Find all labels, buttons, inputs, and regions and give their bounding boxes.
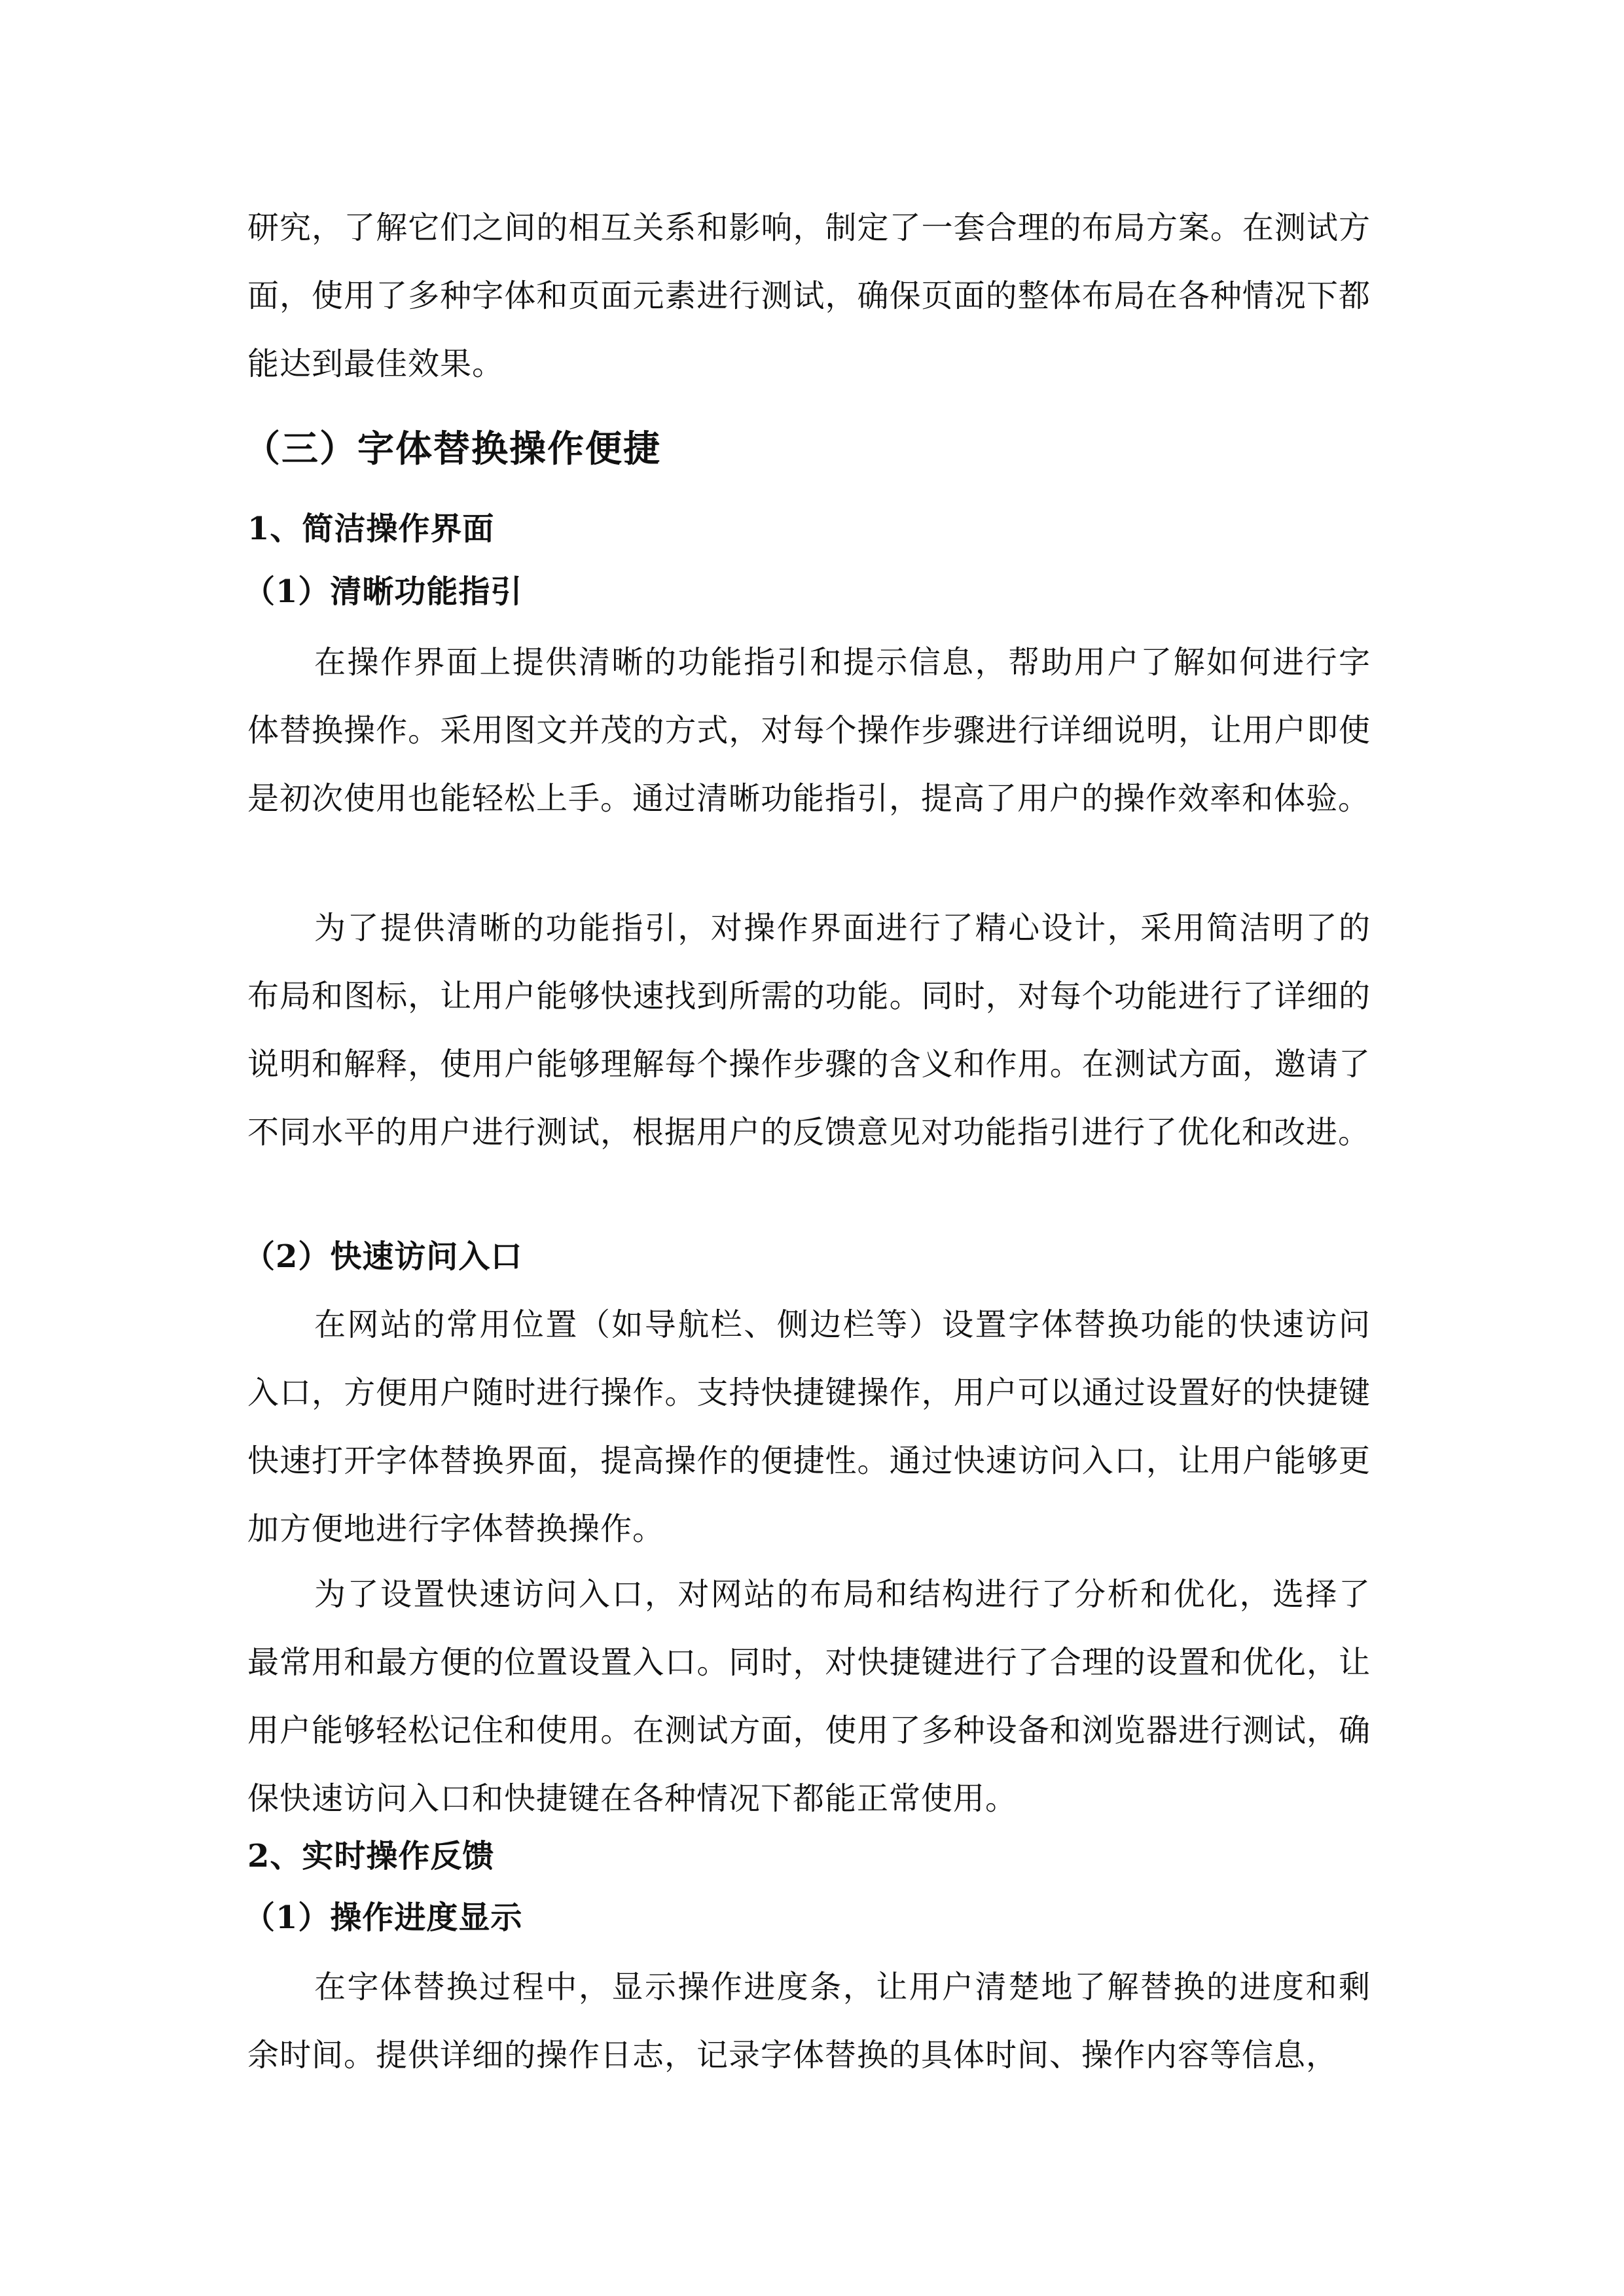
section-heading: （三）字体替换操作便捷 — [244, 427, 661, 471]
sub-subsection-heading: （2）快速访问入口 — [244, 1238, 523, 1275]
body-paragraph: 研究，了解它们之间的相互关系和影响，制定了一套合理的布局方案。在测试方面，使用了多种字体和页面元素进行测试，确保页面的整体布局在各种情况下都能达到最佳效果。 — [247, 209, 1371, 382]
body-paragraph: 为了提供清晰的功能指引，对操作界面进行了精心设计，采用简洁明了的布局和图标，让用户能够快速找到所需的功能。同时，对每个功能进行了详细的说明和解释，使用户能够理解每个操作步骤的含义和作用。在测试方面，邀请了不同水平的用户进行测试，根据用户的反馈意见对功能指引进行了优化和改进。 — [247, 910, 1371, 1151]
body-paragraph: 在字体替换过程中，显示操作进度条，让用户清楚地了解替换的进度和剩余时间。提供详细的操作日志，记录字体替换的具体时间、操作内容等信息， — [247, 1969, 1371, 2073]
body-paragraph: 为了设置快速访问入口，对网站的布局和结构进行了分析和优化，选择了最常用和最方便的位置设置入口。同时，对快捷键进行了合理的设置和优化，让用户能够轻松记住和使用。在测试方面，使用了多种设备和浏览器进行测试，确保快速访问入口和快捷键在各种情况下都能正常使用。 — [247, 1576, 1371, 1817]
subsection-heading: 2、实时操作反馈 — [247, 1838, 495, 1874]
body-paragraph: 在操作界面上提供清晰的功能指引和提示信息，帮助用户了解如何进行字体替换操作。采用图文并茂的方式，对每个操作步骤进行详细说明，让用户即使是初次使用也能轻松上手。通过清晰功能指引，提高了用户的操作效率和体验。 — [247, 644, 1371, 817]
sub-subsection-heading: （1）操作进度显示 — [244, 1899, 523, 1936]
body-paragraph: 在网站的常用位置（如导航栏、侧边栏等）设置字体替换功能的快速访问入口，方便用户随时进行操作。支持快捷键操作，用户可以通过设置好的快捷键快速打开字体替换界面，提高操作的便捷性。通过快速访问入口，让用户能够更加方便地进行字体替换操作。 — [247, 1306, 1371, 1547]
subsection-heading: 1、简洁操作界面 — [247, 511, 495, 547]
sub-subsection-heading: （1）清晰功能指引 — [244, 573, 523, 610]
